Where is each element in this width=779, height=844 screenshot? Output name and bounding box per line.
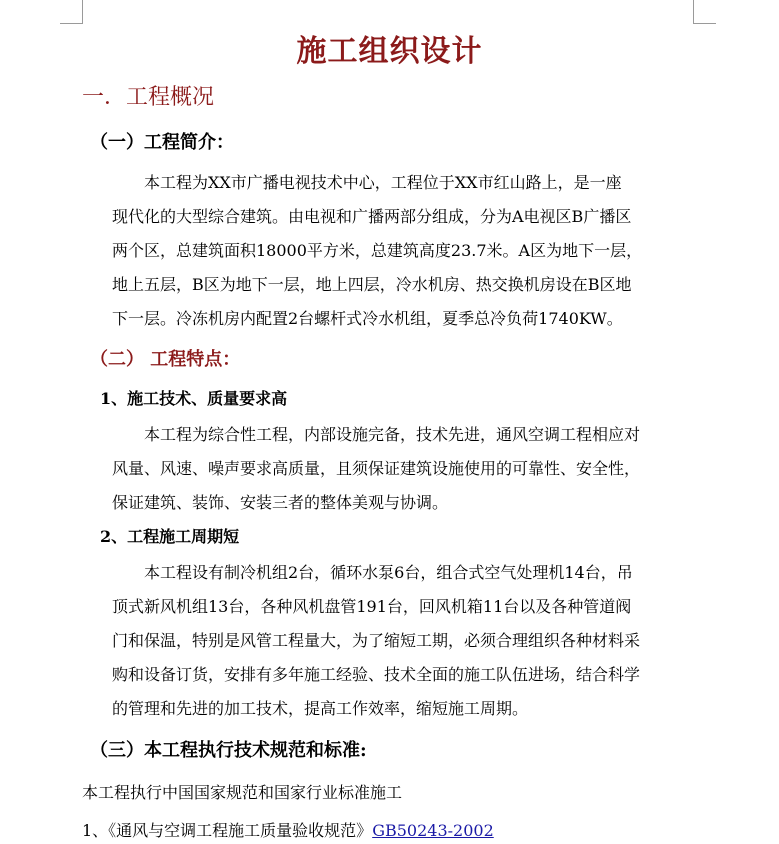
paragraph-line: 的管理和先进的加工技术，提高工作效率，缩短施工周期。	[112, 699, 529, 718]
subsection-heading: （三）本工程执行技术规范和标准:	[90, 740, 367, 761]
paragraph-line: 本工程设有制冷机组2台，循环水泵6台，组合式空气处理机14台，吊	[144, 563, 633, 582]
crop-mark	[60, 23, 83, 24]
crop-mark	[693, 23, 716, 24]
standard-item	[82, 818, 494, 841]
subsection-heading: （二） 工程特点：	[90, 349, 241, 370]
paragraph-line: 风量、风速、噪声要求高质量，且须保证建筑设施使用的可靠性、安全性，	[112, 459, 641, 478]
item-heading: 2、工程施工周期短	[100, 527, 240, 546]
paragraph-line: 本工程为综合性工程，内部设施完备，技术先进，通风空调工程相应对	[144, 425, 641, 444]
standard-title: 1、《通风与空调工程施工质量验收规范》	[82, 821, 373, 840]
crop-mark	[693, 0, 694, 24]
document-title: 施工组织设计	[296, 34, 483, 69]
paragraph-line: 门和保温，特别是风管工程量大，为了缩短工期，必须合理组织各种材料采	[112, 631, 641, 650]
paragraph-line: 购和设备订货，安排有多年施工经验、技术全面的施工队伍进场，结合科学	[112, 665, 641, 684]
crop-mark	[82, 0, 83, 24]
paragraph-line: 地上五层，B区为地下一层，地上四层，冷水机房、热交换机房设在B区地	[112, 275, 632, 294]
paragraph-line: 下一层。冷冻机房内配置2台螺杆式冷水机组，夏季总冷负荷1740KW。	[112, 309, 623, 328]
subsection-heading: （一）工程简介：	[90, 132, 234, 153]
section-heading: 一．工程概况	[82, 85, 215, 110]
paragraph-line: 两个区，总建筑面积18000平方米，总建筑高度23.7米。A区为地下一层，	[112, 241, 643, 260]
standard-code-link[interactable]: GB50243-2002	[372, 821, 494, 840]
paragraph-line: 现代化的大型综合建筑。由电视和广播两部分组成，分为A电视区B广播区	[112, 207, 632, 226]
paragraph-line: 本工程执行中国国家规范和国家行业标准施工	[82, 783, 403, 802]
paragraph-line: 顶式新风机组13台，各种风机盘管191台，回风机箱11台以及各种管道阀	[112, 597, 632, 616]
paragraph-line: 本工程为XX市广播电视技术中心，工程位于XX市红山路上，是一座	[144, 173, 622, 192]
paragraph-line: 保证建筑、装饰、安装三者的整体美观与协调。	[112, 493, 449, 512]
item-heading: 1、施工技术、质量要求高	[100, 389, 288, 408]
